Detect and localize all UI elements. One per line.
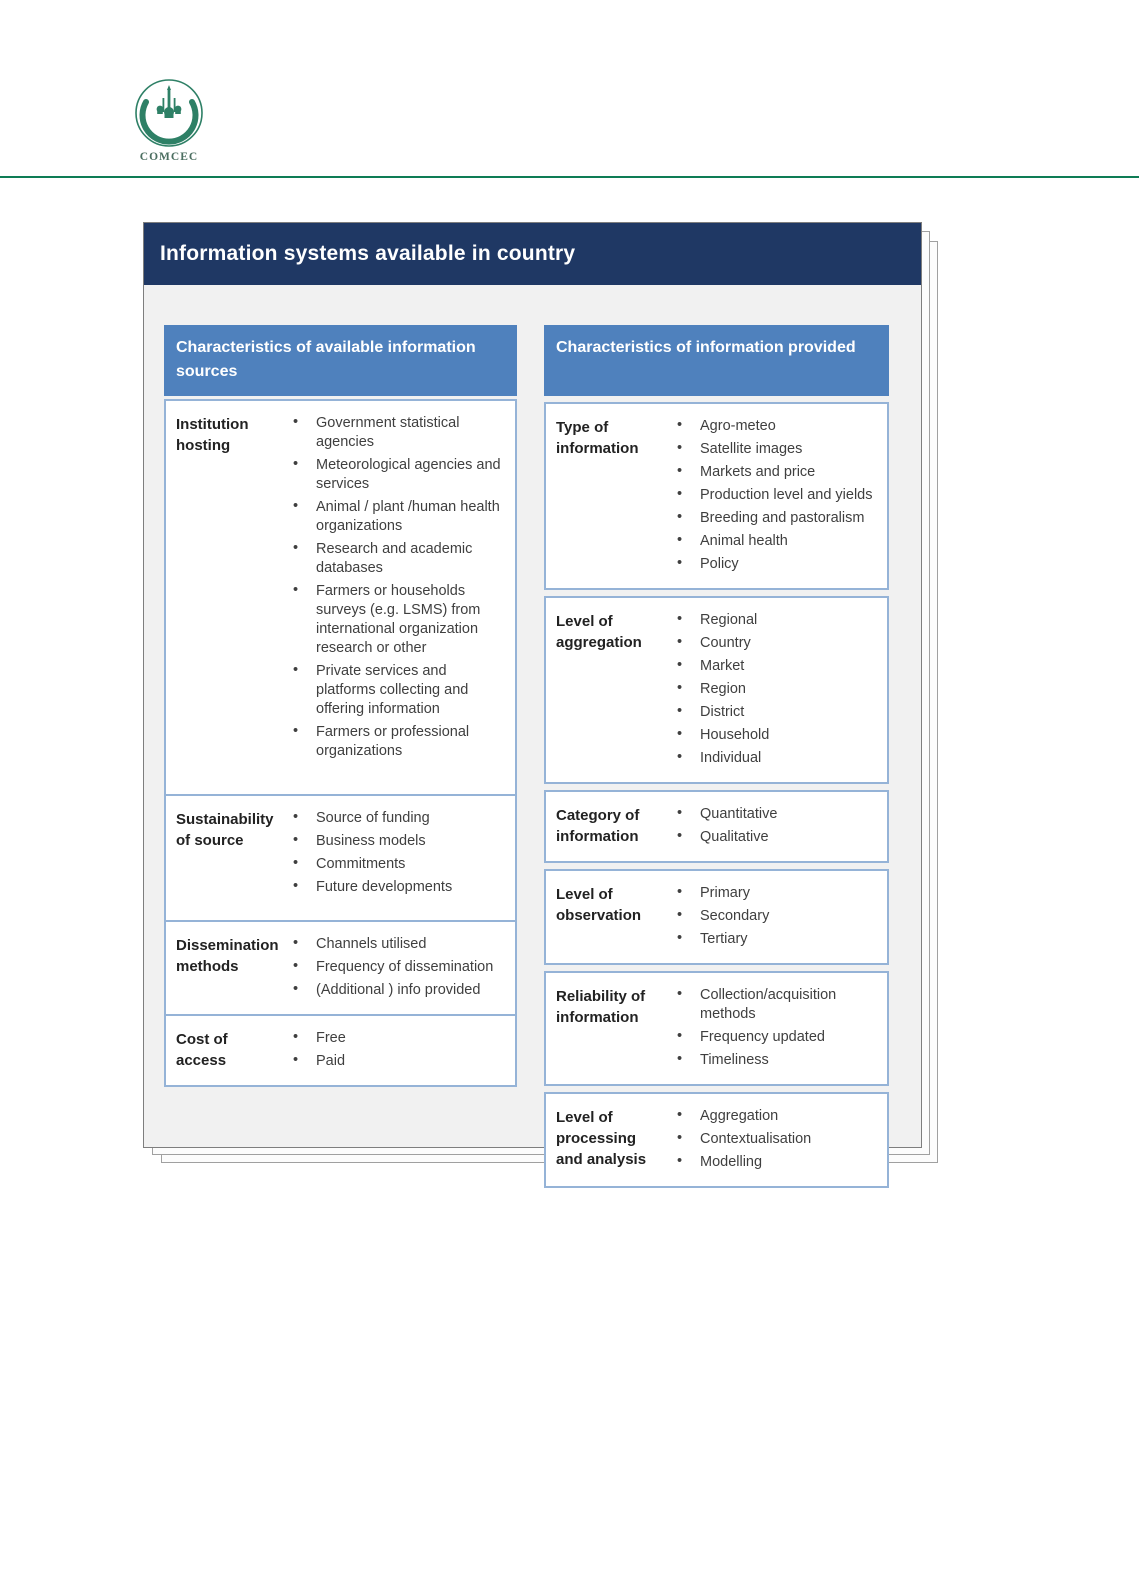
right-table [544, 402, 889, 1188]
bullet-item: • Channels utilised [284, 935, 509, 954]
table-row [544, 869, 889, 965]
left-table [164, 399, 517, 1087]
bullet-item: • (Additional ) info provided [284, 981, 509, 1000]
bullet-item: • Source of funding [284, 809, 509, 828]
bullet-item: • Individual [668, 749, 881, 768]
table-row [544, 402, 889, 590]
bullet-item: • Breeding and pastoralism [668, 509, 881, 528]
bullet-list [668, 598, 887, 782]
bullet-item: • Satellite images [668, 440, 881, 459]
bullet-item: • Modelling [668, 1153, 881, 1172]
bullet-item: • District [668, 703, 881, 722]
column-header-right: Characteristics of information provided [544, 325, 889, 396]
bullet-list [284, 401, 515, 794]
bullet-item: • Agro-meteo [668, 417, 881, 436]
bullet-list [668, 792, 887, 861]
table-row [544, 596, 889, 784]
comcec-logo [133, 78, 205, 150]
bullet-item: • Research and academic databases [284, 540, 509, 578]
row-label: Dissemination methods [176, 937, 279, 975]
column-header-left: Characteristics of available information sources [164, 325, 517, 396]
bullet-item: • Frequency updated [668, 1028, 881, 1047]
bullet-item: • Private services and platforms collecting and offering information [284, 662, 509, 719]
bullet-list [668, 1094, 887, 1186]
table-row [166, 794, 515, 920]
row-label: Level of processing and analysis [556, 1109, 647, 1168]
table-row [544, 971, 889, 1086]
bullet-item: • Business models [284, 832, 509, 851]
row-label: Cost of access [176, 1031, 228, 1069]
column-information-provided [544, 325, 889, 1188]
bullet-item: • Commitments [284, 855, 509, 874]
bullet-item: • Region [668, 680, 881, 699]
row-label: Level of aggregation [556, 613, 642, 651]
bullet-item: • Animal / plant /human health organizations [284, 498, 509, 536]
table-row [166, 1014, 515, 1085]
bullet-item: • Future developments [284, 878, 509, 897]
bullet-list [284, 1016, 515, 1085]
bullet-item: • Government statistical agencies [284, 414, 509, 452]
table-row [166, 401, 515, 794]
bullet-item: • Timeliness [668, 1051, 881, 1070]
bullet-item: • Country [668, 634, 881, 653]
bullet-item: • Collection/acquisition methods [668, 986, 881, 1024]
bullet-item: • Household [668, 726, 881, 745]
bullet-item: • Secondary [668, 907, 881, 926]
row-label: Category of information [556, 807, 640, 845]
comcec-logo-emblem [133, 78, 205, 150]
card-title: Information systems available in country [144, 223, 921, 285]
header-rule [0, 176, 1139, 178]
table-row [544, 1092, 889, 1188]
column-available-sources [164, 325, 517, 1087]
bullet-list [668, 973, 887, 1084]
bullet-item: • Paid [284, 1052, 509, 1071]
row-label: Institution hosting [176, 416, 249, 454]
bullet-item: • Meteorological agencies and services [284, 456, 509, 494]
bullet-item: • Contextualisation [668, 1130, 881, 1149]
bullet-item: • Animal health [668, 532, 881, 551]
bullet-item: • Qualitative [668, 828, 881, 847]
table-row [166, 920, 515, 1014]
bullet-item: • Quantitative [668, 805, 881, 824]
row-label: Type of information [556, 419, 639, 457]
bullet-item: • Tertiary [668, 930, 881, 949]
bullet-list [284, 796, 515, 920]
row-label: Sustainability of source [176, 811, 274, 849]
bullet-item: • Market [668, 657, 881, 676]
bullet-item: • Free [284, 1029, 509, 1048]
info-systems-card [143, 222, 922, 1170]
bullet-list [284, 922, 515, 1014]
bullet-item: • Aggregation [668, 1107, 881, 1126]
bullet-item: • Primary [668, 884, 881, 903]
bullet-item: • Farmers or professional organizations [284, 723, 509, 761]
table-row [544, 790, 889, 863]
bullet-list [668, 404, 887, 588]
logo-caption: COMCEC [139, 151, 199, 163]
bullet-item: • Regional [668, 611, 881, 630]
bullet-item: • Policy [668, 555, 881, 574]
bullet-item: • Production level and yields [668, 486, 881, 505]
row-label: Level of observation [556, 886, 642, 924]
row-label: Reliability of information [556, 988, 646, 1026]
bullet-list [668, 871, 887, 963]
bullet-item: • Farmers or households surveys (e.g. LSMS) from international organization research or other [284, 582, 509, 658]
bullet-item: • Frequency of dissemination [284, 958, 509, 977]
logo-ring-text: Cooperation for Development [145, 117, 193, 139]
bullet-item: • Markets and price [668, 463, 881, 482]
